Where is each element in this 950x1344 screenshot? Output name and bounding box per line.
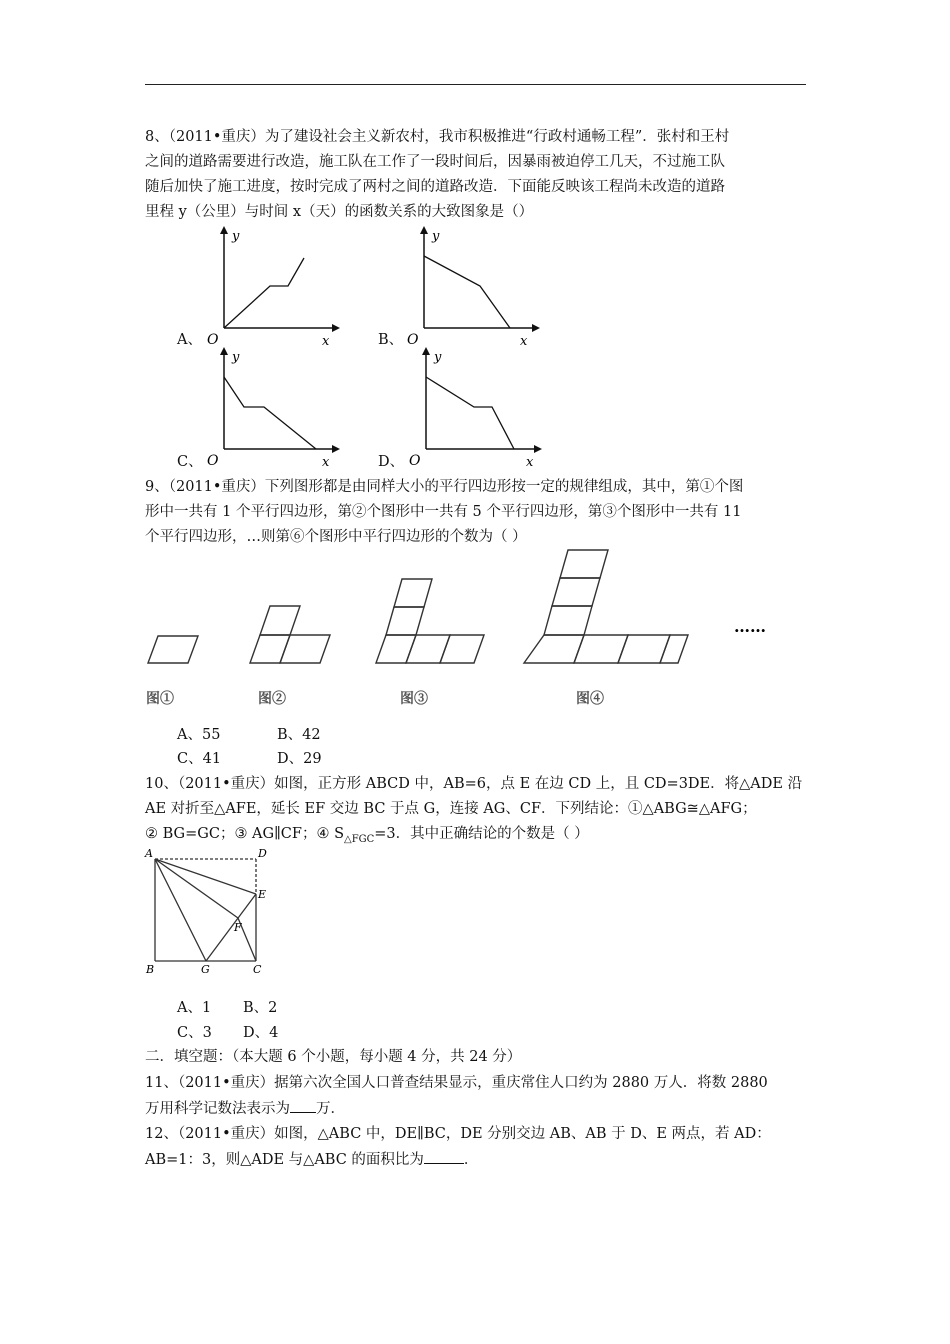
graph-b-x-label: x	[520, 334, 528, 349]
header-rule	[145, 84, 806, 85]
q8-line-3: 随后加快了施工进度，按时完成了两村之间的道路改造．下面能反映该工程尚未改造的道路	[145, 179, 725, 195]
point-a-label: A	[145, 847, 153, 860]
q10-option-b: B、2	[243, 1000, 278, 1016]
fig2-label: 图②	[258, 691, 286, 707]
q11-line-1: 11、（2011•重庆）据第六次全国人口普查结果显示，重庆常住人口约为 2880 万人．将数 2880	[145, 1075, 768, 1091]
graph-d-origin-label: O	[409, 453, 421, 469]
q12-answer-blank	[424, 1149, 464, 1164]
fig1-parallelogram	[148, 636, 198, 663]
point-c-label: C	[253, 963, 262, 976]
graph-d-x-label: x	[526, 455, 534, 470]
graph-a-y-label: y	[232, 229, 240, 244]
q8-line-4: 里程 y（公里）与时间 x（天）的函数关系的大致图象是（）	[145, 204, 534, 220]
point-b-label: B	[146, 963, 155, 976]
q10-option-c: C、3	[177, 1025, 212, 1041]
fig1-label: 图①	[146, 691, 174, 707]
point-f-label: F	[234, 921, 242, 934]
pattern-ellipsis: ……	[734, 617, 766, 636]
graph-b-y-label: y	[432, 229, 440, 244]
graph-b-label: B、	[378, 332, 404, 348]
graph-c-x-label: x	[322, 455, 330, 470]
q11-answer-blank	[290, 1098, 316, 1113]
parallelogram-pattern-figure	[140, 545, 780, 715]
graph-d-y-label: y	[434, 350, 442, 365]
graph-a-label: A、	[177, 332, 202, 348]
graph-d-label: D、	[378, 454, 405, 470]
q9-option-b: B、42	[277, 727, 321, 743]
q10-line-2: AE 对折至△AFE，延长 EF 交边 BC 于点 G，连接 AG、CF．下列结论：①△ABG≅△AFG；	[145, 801, 757, 817]
q9-option-c: C、41	[177, 751, 222, 767]
q12-line-2: AB=1：3，则△ADE 与△ABC 的面积比为 ．	[145, 1149, 478, 1170]
graph-a	[200, 224, 340, 349]
graph-a-origin-label: O	[207, 332, 219, 348]
graph-b	[400, 224, 540, 349]
graph-c-origin-label: O	[207, 453, 219, 469]
q9-option-d: D、29	[277, 751, 322, 767]
point-g-label: G	[201, 963, 210, 976]
q9-line-3: 个平行四边形，…则第⑥个图形中平行四边形的个数为（ ）	[145, 529, 527, 545]
q10-option-a: A、1	[177, 1000, 212, 1016]
section-2-heading: 二．填空题：（本大题 6 个小题，每小题 4 分，共 24 分）	[145, 1049, 522, 1065]
graph-c-y-label: y	[232, 350, 240, 365]
q9-line-2: 形中一共有 1 个平行四边形，第②个图形中一共有 5 个平行四边形，第③个图形中一共有 11	[145, 504, 742, 520]
point-e-label: E	[258, 888, 267, 901]
fig4-label: 图④	[576, 691, 604, 707]
graph-a-x-label: x	[322, 334, 330, 349]
fig3-label: 图③	[400, 691, 428, 707]
q8-line-2: 之间的道路需要进行改造，施工队在工作了一段时间后，因暴雨被迫停工几天，不过施工队	[145, 154, 725, 170]
q12-line-1: 12、（2011•重庆）如图，△ABC 中，DE∥BC，DE 分别交边 AB、AB 于 D、E 两点，若 AD：	[145, 1126, 771, 1142]
q10-line-1: 10、（2011•重庆）如图，正方形 ABCD 中，AB=6，点 E 在边 CD 上，且 CD=3DE．将△ADE 沿	[145, 776, 803, 792]
q11-line-2: 万用科学记数法表示为 万．	[145, 1098, 345, 1119]
graph-d	[402, 345, 542, 470]
graph-c-label: C、	[177, 454, 203, 470]
graph-c	[200, 345, 340, 470]
q10-line-3: ② BG=GC；③ AG∥CF；④ $S_{\triangle FGC}=3$．其中正确结论的个数是（ ）	[145, 826, 589, 845]
graph-b-origin-label: O	[407, 332, 419, 348]
point-d-label: D	[258, 847, 267, 860]
q8-line-1: 8、（2011•重庆）为了建设社会主义新农村，我市积极推进“行政村通畅工程”．张村和王村	[145, 129, 730, 145]
q10-option-d: D、4	[243, 1025, 279, 1041]
q9-line-1: 9、（2011•重庆）下列图形都是由同样大小的平行四边形按一定的规律组成，其中，第①个图	[145, 479, 744, 495]
square-abcd-figure	[140, 845, 280, 980]
q9-option-a: A、55	[177, 727, 221, 743]
